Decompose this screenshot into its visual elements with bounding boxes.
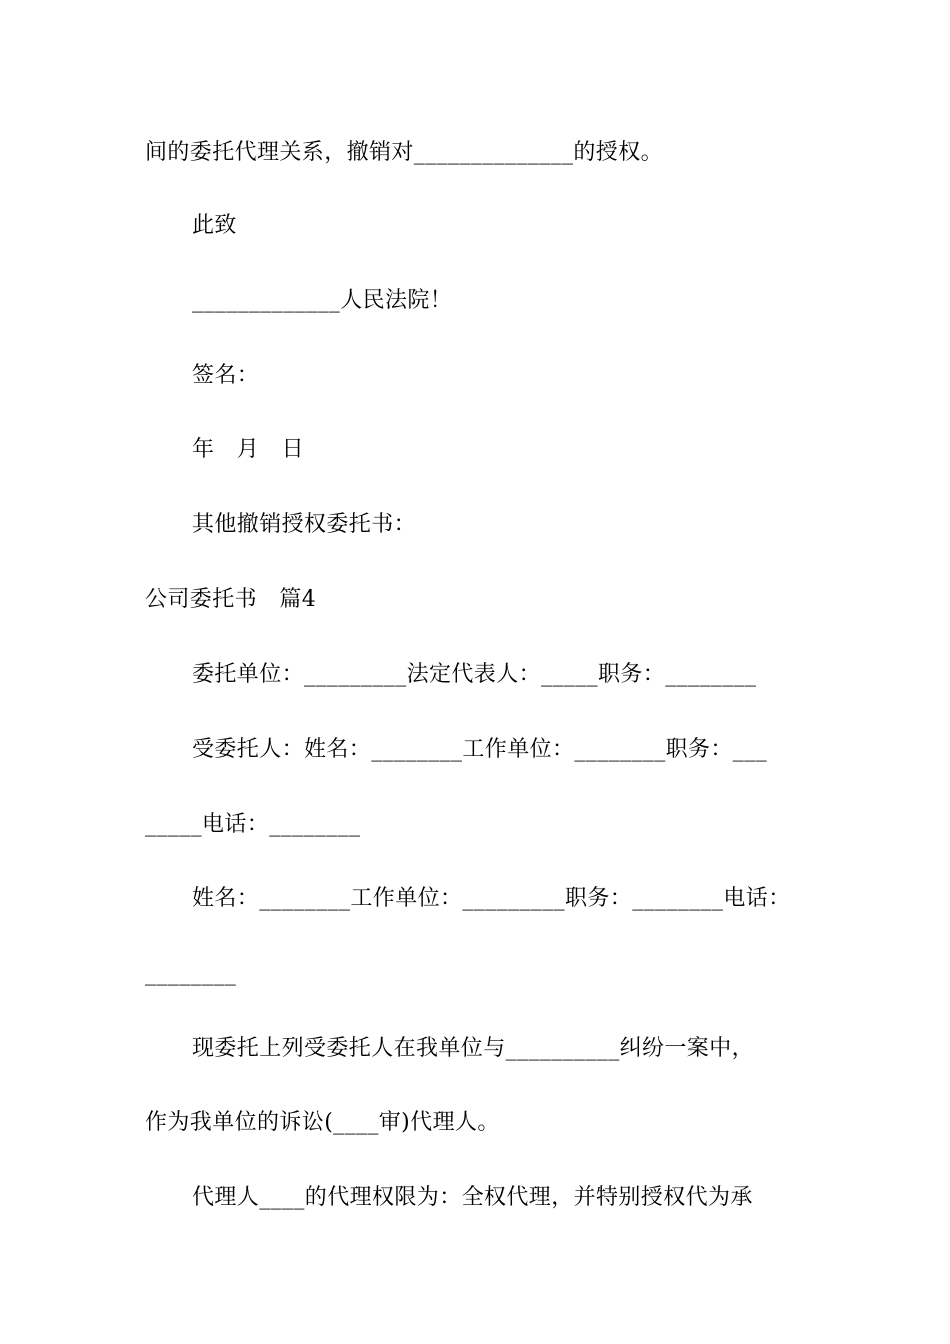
text-line-date: 年 月 日 — [192, 437, 305, 462]
text-line-agency-scope: 代理人____的代理权限为：全权代理，并特别授权代为承 — [192, 1185, 753, 1210]
text-line-trustee-1-phone: _____电话：________ — [145, 812, 361, 837]
text-line-trustee-2-phone: ________ — [145, 961, 237, 986]
section-heading: 公司委托书 篇4 — [145, 587, 317, 612]
text-line-salutation: 此致 — [192, 213, 237, 238]
text-line-signature: 签名： — [192, 363, 260, 388]
text-line-entrustment: 现委托上列受委托人在我单位与__________纠纷一案中， — [192, 1036, 755, 1061]
text-line-entrusting-unit: 委托单位：_________法定代表人：_____职务：________ — [192, 662, 757, 687]
text-line-revoke-authorization: 间的委托代理关系，撤销对______________的授权。 — [145, 140, 664, 165]
text-line-litigation-agent: 作为我单位的诉讼(____审)代理人。 — [145, 1110, 500, 1135]
text-line-trustee-1: 受委托人：姓名：________工作单位：________职务：___ — [192, 737, 768, 762]
text-line-trustee-2: 姓名：________工作单位：_________职务：________电话： — [192, 886, 791, 911]
text-line-other-revocation: 其他撤销授权委托书： — [192, 512, 417, 537]
text-line-court: _____________人民法院！ — [192, 288, 453, 313]
